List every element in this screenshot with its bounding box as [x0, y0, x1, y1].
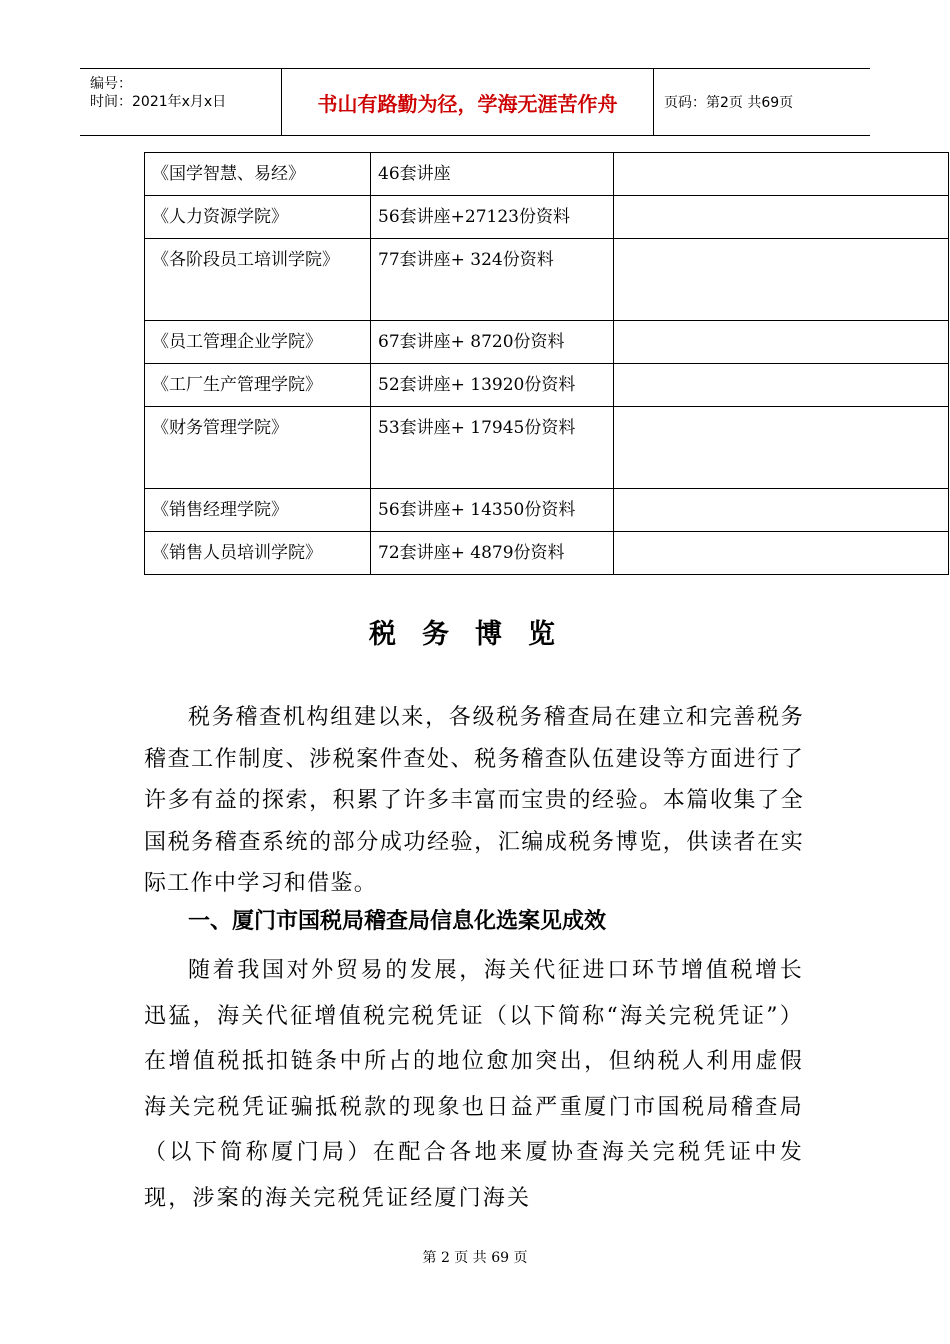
header-meta — [80, 69, 282, 135]
course-name: 《各阶段员工培训学院》 — [145, 239, 371, 321]
course-extra — [614, 532, 949, 575]
course-extra — [614, 489, 949, 532]
table-row — [145, 239, 949, 321]
course-content: 56套讲座+27123份资料 — [371, 196, 614, 239]
table-row — [145, 364, 949, 407]
course-content: 72套讲座+ 4879份资料 — [371, 532, 614, 575]
section-body: 随着我国对外贸易的发展，海关代征进口环节增值税增长迅猛，海关代征增值税完税凭证（以下简称“海关完税凭证”）在增值税抵扣链条中所占的地位愈加突出，但纳税人利用虚假海关完税凭证骗抵税款的现象也日益严重厦门市国税局稽查局（以下简称厦门局）在配合各地来厦协查海关完税凭证中发现，涉案的海关完税凭证经厦门海关 — [144, 958, 804, 1211]
page-header — [80, 68, 870, 136]
course-name: 《员工管理企业学院》 — [145, 321, 371, 364]
course-content: 46套讲座 — [371, 153, 614, 196]
course-content: 77套讲座+ 324份资料 — [371, 239, 614, 321]
number-label: 编号： — [90, 76, 132, 92]
table-row — [145, 196, 949, 239]
course-name: 《国学智慧、易经》 — [145, 153, 371, 196]
table-row — [145, 407, 949, 489]
course-name: 《人力资源学院》 — [145, 196, 371, 239]
header-page-info: 页码：第2页 共69页 — [664, 95, 794, 111]
course-content: 53套讲座+ 17945份资料 — [371, 407, 614, 489]
article-title: 税务博览 — [369, 619, 581, 650]
table-row — [145, 321, 949, 364]
course-name: 《财务管理学院》 — [145, 407, 371, 489]
course-extra — [614, 196, 949, 239]
table-row — [145, 489, 949, 532]
date-label: 时间：2021年x月x日 — [90, 94, 227, 110]
course-extra — [614, 153, 949, 196]
table-row — [145, 153, 949, 196]
course-extra — [614, 364, 949, 407]
page-footer: 第 2 页 共 69 页 — [422, 1250, 528, 1266]
course-extra — [614, 239, 949, 321]
course-name: 《销售人员培训学院》 — [145, 532, 371, 575]
table-row — [145, 532, 949, 575]
course-content: 56套讲座+ 14350份资料 — [371, 489, 614, 532]
section-heading: 一、厦门市国税局稽查局信息化选案见成效 — [188, 909, 607, 934]
course-name: 《销售经理学院》 — [145, 489, 371, 532]
course-content: 52套讲座+ 13920份资料 — [371, 364, 614, 407]
course-content: 67套讲座+ 8720份资料 — [371, 321, 614, 364]
course-extra — [614, 321, 949, 364]
course-table — [144, 152, 949, 575]
course-name: 《工厂生产管理学院》 — [145, 364, 371, 407]
course-extra — [614, 407, 949, 489]
header-slogan: 书山有路勤为径，学海无涯苦作舟 — [282, 69, 654, 135]
intro-paragraph: 税务稽查机构组建以来，各级税务稽查局在建立和完善税务稽查工作制度、涉税案件查处、税务稽查队伍建设等方面进行了许多有益的探索，积累了许多丰富而宝贵的经验。本篇收集了全国税务稽查系统的部分成功经验，汇编成税务博览，供读者在实际工作中学习和借鉴。 — [144, 705, 804, 896]
